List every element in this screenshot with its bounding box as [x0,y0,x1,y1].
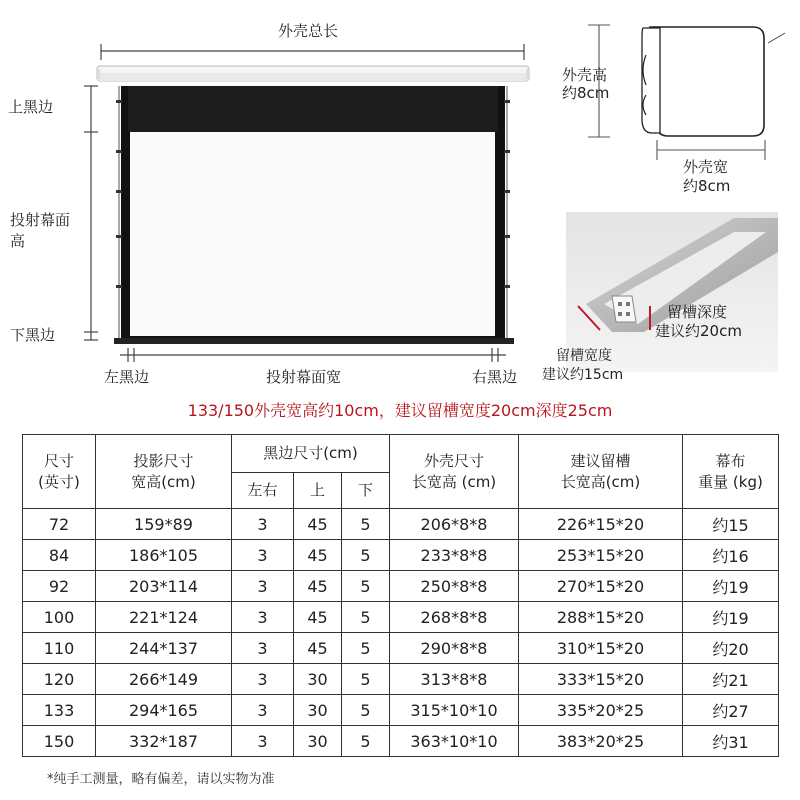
cell-size: 110 [23,633,96,664]
cell-slot: 335*20*25 [519,695,683,726]
cell-top: 45 [294,571,342,602]
shell-height-label-1: 外壳高 [562,66,608,84]
cell-shell: 206*8*8 [390,509,519,540]
cell-weight: 约21 [683,664,779,695]
cell-bottom: 5 [342,602,390,633]
slot-depth-label-2: 建议约20cm [655,322,742,340]
cell-size: 100 [23,602,96,633]
slot-depth-label-1: 留槽深度 [667,303,728,321]
right-border-label: 右黑边 [472,368,518,386]
cell-size: 92 [23,571,96,602]
cell-proj: 266*149 [96,664,232,695]
cell-size: 133 [23,695,96,726]
slot-width-label-2: 建议约15cm [542,367,624,383]
footnote: *纯手工测量，略有偏差，请以实物为准 [47,772,275,787]
cell-bottom: 5 [342,664,390,695]
slot-width-label-1: 留槽宽度 [556,348,612,364]
cell-proj: 294*165 [96,695,232,726]
cell-weight: 约16 [683,540,779,571]
cell-proj: 332*187 [96,726,232,757]
cell-proj: 221*124 [96,602,232,633]
shell-height-label-2: 约8cm [562,84,610,102]
header-slot: 建议留槽 长宽高(cm) [519,435,683,509]
cell-top: 30 [294,726,342,757]
cell-bottom: 5 [342,726,390,757]
header-shell: 外壳尺寸 长宽高 (cm) [390,435,519,509]
cell-slot: 226*15*20 [519,509,683,540]
cell-shell: 315*10*10 [390,695,519,726]
projection-surface [130,132,495,336]
screen-height-label-1: 投射幕面 [10,211,71,229]
cell-lr: 3 [232,571,294,602]
screen-top-border [128,86,498,132]
total-length-dimension [101,44,524,60]
cell-shell: 363*10*10 [390,726,519,757]
header-border-bottom: 下 [342,473,390,509]
header-border-group: 黑边尺寸(cm) [232,435,390,473]
cell-bottom: 5 [342,540,390,571]
height-dimension [84,86,98,340]
cell-lr: 3 [232,509,294,540]
cell-bottom: 5 [342,571,390,602]
cell-size: 72 [23,509,96,540]
left-border-label: 左黑边 [104,368,150,386]
cell-lr: 3 [232,664,294,695]
large-size-note: 133/150外壳宽高约10cm，建议留槽宽度20cm深度25cm [187,401,613,420]
table-row [23,726,779,757]
shell-width-label-1: 外壳宽 [683,158,729,176]
cell-bottom: 5 [342,633,390,664]
cell-top: 45 [294,540,342,571]
cell-lr: 3 [232,726,294,757]
cell-top: 45 [294,602,342,633]
cell-size: 84 [23,540,96,571]
cell-size: 150 [23,726,96,757]
cell-weight: 约20 [683,633,779,664]
bottom-border-label: 下黑边 [10,326,56,344]
cell-weight: 约31 [683,726,779,757]
cell-proj: 159*89 [96,509,232,540]
table-row [23,571,779,602]
cell-weight: 约19 [683,571,779,602]
table-row [23,540,779,571]
cell-shell: 290*8*8 [390,633,519,664]
header-projection: 投影尺寸 宽高(cm) [96,435,232,509]
cell-slot: 253*15*20 [519,540,683,571]
cell-shell: 233*8*8 [390,540,519,571]
table-row [23,633,779,664]
cell-slot: 383*20*25 [519,726,683,757]
shell-width-label-2: 约8cm [683,177,731,195]
cell-lr: 3 [232,633,294,664]
housing-cross-section [580,15,790,175]
cell-bottom: 5 [342,509,390,540]
cell-weight: 约19 [683,602,779,633]
cell-slot: 288*15*20 [519,602,683,633]
header-weight: 幕布 重量 (kg) [683,435,779,509]
cell-lr: 3 [232,540,294,571]
cell-shell: 268*8*8 [390,602,519,633]
spec-table [22,434,779,757]
cell-bottom: 5 [342,695,390,726]
cell-shell: 313*8*8 [390,664,519,695]
cell-size: 120 [23,664,96,695]
cell-lr: 3 [232,695,294,726]
cell-lr: 3 [232,602,294,633]
table-row [23,602,779,633]
cell-slot: 333*15*20 [519,664,683,695]
table-row [23,509,779,540]
table-row [23,664,779,695]
cell-top: 30 [294,695,342,726]
cell-slot: 270*15*20 [519,571,683,602]
cell-slot: 310*15*20 [519,633,683,664]
header-size: 尺寸 (英寸) [23,435,96,509]
cell-proj: 244*137 [96,633,232,664]
cell-shell: 250*8*8 [390,571,519,602]
width-dimension [120,348,506,362]
header-border-lr: 左右 [232,473,294,509]
header-border-top: 上 [294,473,342,509]
cell-top: 45 [294,509,342,540]
cell-proj: 186*105 [96,540,232,571]
cell-weight: 约15 [683,509,779,540]
cell-weight: 约27 [683,695,779,726]
bottom-weight-bar [114,338,514,344]
table-row [23,695,779,726]
cell-top: 45 [294,633,342,664]
top-border-label: 上黑边 [8,98,54,116]
total-length-label: 外壳总长 [278,22,339,40]
screen-width-label: 投射幕面宽 [266,368,342,386]
cell-proj: 203*114 [96,571,232,602]
cell-top: 30 [294,664,342,695]
screen-height-label-2: 高 [10,232,26,250]
